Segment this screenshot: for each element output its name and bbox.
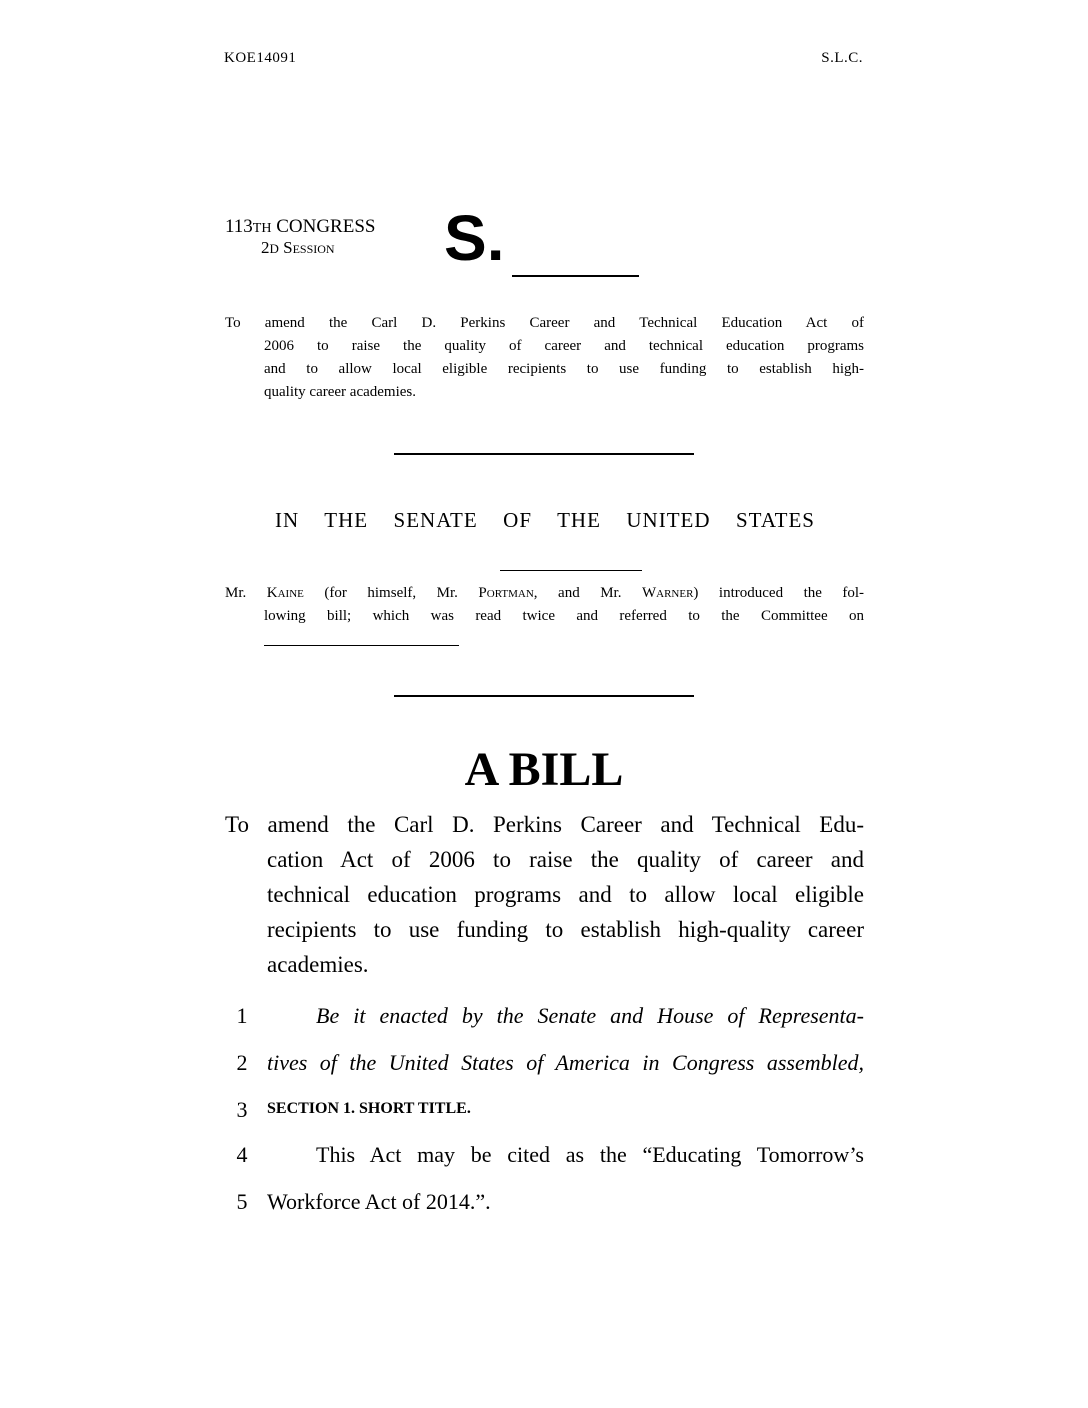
divider-rule [394, 695, 694, 697]
short-purpose-line-2: 2006 to raise the quality of career and technical education programs [264, 338, 864, 354]
short-title-line-2: Workforce Act of 2014.”. [267, 1189, 491, 1214]
section-heading: SECTION 1. SHORT TITLE. [267, 1100, 471, 1117]
line-number: 4 [236, 1142, 248, 1167]
short-rule [500, 570, 642, 571]
bill-number-blank [512, 275, 639, 277]
bill-letter: S. [444, 202, 505, 274]
enacting-clause-line-1: Be it enacted by the Senate and House of Representa- [316, 1003, 864, 1028]
introduction-line-1: Mr. Kaine (for himself, Mr. Portman, and Mr. Warner) introduced the fol- [225, 585, 865, 601]
enacting-clause-line-2: tives of the United States of America in Congress assembled, [267, 1050, 864, 1075]
line-number: 3 [236, 1097, 248, 1122]
short-title-line-1: This Act may be cited as the “Educating Tomorrow’s [316, 1142, 864, 1167]
short-purpose-line-4: quality career academies. [264, 384, 416, 400]
long-purpose-line-2: cation Act of 2006 to raise the quality of career and [267, 847, 864, 872]
document-id: KOE14091 [224, 50, 297, 66]
committee-blank [264, 645, 459, 646]
short-purpose-line-3: and to allow local eligible recipients to use funding to establish high- [264, 361, 864, 377]
line-number: 2 [236, 1050, 248, 1075]
long-purpose-line-4: recipients to use funding to establish high-quality career [267, 917, 864, 942]
introduction-line-2: lowing bill; which was read twice and referred to the Committee on [264, 608, 864, 624]
congress-label: 113TH CONGRESS [225, 216, 376, 237]
long-purpose-line-1: To amend the Carl D. Perkins Career and Technical Edu- [225, 812, 864, 837]
divider-rule [394, 453, 694, 455]
cosponsor-name: Warner [641, 585, 694, 601]
chamber-heading: IN THE SENATE OF THE UNITED STATES [275, 508, 815, 532]
long-purpose-line-3: technical education programs and to allow local eligible [267, 882, 864, 907]
slc-label: S.L.C. [821, 50, 863, 66]
short-purpose-line-1: To amend the Carl D. Perkins Career and Technical Education Act of [225, 315, 864, 331]
cosponsor-name: Portman [478, 585, 534, 601]
sponsor-name: Kaine [266, 585, 304, 601]
long-purpose-line-5: academies. [267, 952, 369, 977]
bill-title: A BILL [464, 743, 624, 796]
session-label: 2D Session [261, 238, 335, 257]
line-number: 1 [236, 1003, 248, 1028]
line-number: 5 [236, 1189, 248, 1214]
